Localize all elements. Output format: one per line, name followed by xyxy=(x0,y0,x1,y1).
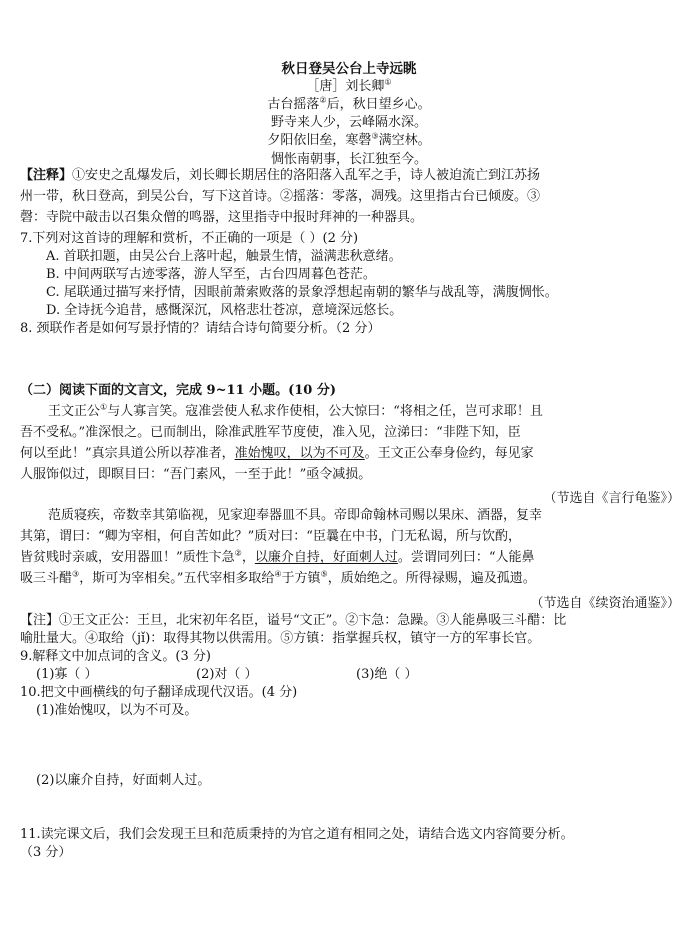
poem-title: 秋日登吴公台上寺远眺 xyxy=(281,61,417,77)
poem-line-2: 野寺来人少，云峰隔水深。 xyxy=(270,115,427,130)
underlined-sentence-2: 以廉介自持，好面刺人过 xyxy=(254,550,398,565)
question-7-option-c: C. 尾联通过描写来抒情，因眼前萧索败落的景象浮想起南朝的繁华与战乱等，满腹惆怅。 xyxy=(46,285,558,300)
question-8: 8. 颈联作者是如何写景抒情的？请结合诗句简要分析。（2 分） xyxy=(20,321,381,336)
passage-1-line-3: 何以至此！”真宗具道公所以荐准者，准始愧叹，以为不可及。王文正公奉身俭约，每见家 xyxy=(20,446,534,461)
question-7-option-a: A. 首联扣题，由吴公台上落叶起，触景生情，溢满悲秋意绪。 xyxy=(46,249,402,264)
question-10-sentence-1: (1)准始愧叹，以为不可及。 xyxy=(36,703,198,718)
underlined-sentence-1: 准始愧叹，以为不可及 xyxy=(234,446,365,461)
question-11-line-2: （3 分） xyxy=(20,845,72,860)
passage-notes-line-2: 喻肚量大。④取给（jǐ)：取得其物以供需用。⑤方镇：指掌握兵权，镇守一方的军事长官。 xyxy=(20,631,541,646)
question-9-item-3: (3)绝（ ） xyxy=(356,667,418,682)
question-7-option-b: B. 中间两联写古迹零落，游人罕至，古台四周暮色苍茫。 xyxy=(46,267,376,282)
passage-2-source: （节选自《续资治通鉴》） xyxy=(530,596,680,611)
question-9-stem: 9.解释文中加点词的含义。(3 分) xyxy=(20,649,211,664)
poem-line-3: 夕阳依旧垒，寒磬③满空林。 xyxy=(267,131,431,148)
section-2-heading: （二）阅读下面的文言文，完成 9~11 小题。(10 分) xyxy=(20,383,336,398)
passage-2-line-2: 其第，谓曰：“卿为宰相，何自苦如此？”质对曰：“臣曩在中书，门无私谒，所与饮酌， xyxy=(20,529,521,544)
question-7-stem: 7.下列对这首诗的理解和赏析，不正确的一项是（ ）(2 分) xyxy=(20,231,359,246)
question-10-sentence-2: (2)以廉介自持，好面刺人过。 xyxy=(36,773,211,788)
poem-notes-line-2: 州一带，秋日登高，到吴公台，写下这首诗。②摇落：零落，凋残。这里指古台已倾废。③ xyxy=(20,189,541,204)
passage-1-source: （节选自《言行龟鉴》） xyxy=(543,491,680,506)
poem-notes-line-1: 【注释】①安史之乱爆发后，刘长卿长期居住的洛阳落入乱军之手，诗人被迫流亡到江苏扬 xyxy=(20,168,541,183)
question-7-option-d: D. 全诗抚今追昔，感慨深沉，风格悲壮苍凉，意境深远悠长。 xyxy=(46,303,403,318)
passage-notes-line-1: 【注】①王文正公：王旦，北宋初年名臣，谥号“文正”。②卞急：急躁。③人能鼻吸三斗醋：比 xyxy=(20,613,567,628)
poem-author: ［唐］刘长卿① xyxy=(306,77,392,94)
passage-2-line-1: 范质寝疾，帝数幸其第临视，见家迎奉器皿不具。帝即命翰林司赐以果床、酒器，复幸 xyxy=(48,508,543,523)
question-9-item-2: (2)对（ ） xyxy=(196,667,258,682)
poem-line-4: 惆怅南朝事，长江独至今。 xyxy=(270,152,427,167)
passage-1-line-1: 王文正公①与人寡言笑。寇准尝使人私求作使相，公大惊曰：“将相之任，岂可求耶！且 xyxy=(48,402,543,419)
question-9-item-1: (1)寡（ ） xyxy=(36,667,98,682)
poem-line-1: 古台摇落②后，秋日望乡心。 xyxy=(267,95,431,112)
passage-1-line-2: 吾不受私。”准深恨之。已而制出，除准武胜军节度使，准入见，泣涕曰：“非陛下知，臣 xyxy=(20,425,521,440)
passage-1-line-4: 人服饰似过，即瞑目曰：“吾门素风，一至于此！”亟令减损。 xyxy=(20,467,372,482)
passage-2-line-3: 皆贫贱时亲戚，安用器皿！”质性卞急②，以廉介自持，好面刺人过。尝谓同列曰：“人能鼻 xyxy=(20,548,535,565)
poem-notes-line-3: 磬：寺院中敲击以召集众僧的鸣器，这里指寺中报时拜神的一种器具。 xyxy=(20,210,424,225)
question-10-stem: 10.把文中画横线的句子翻译成现代汉语。(4 分) xyxy=(20,685,298,700)
question-11-line-1: 11.读完课文后，我们会发现王旦和范质秉持的为官之道有相同之处，请结合选文内容简要分析。 xyxy=(20,827,574,842)
passage-2-line-4: 吸三斗醋③，斯可为宰相矣。”五代宰相多取给④于方镇⑤，质始绝之。所得禄赐，遍及孤遗。 xyxy=(20,569,536,586)
